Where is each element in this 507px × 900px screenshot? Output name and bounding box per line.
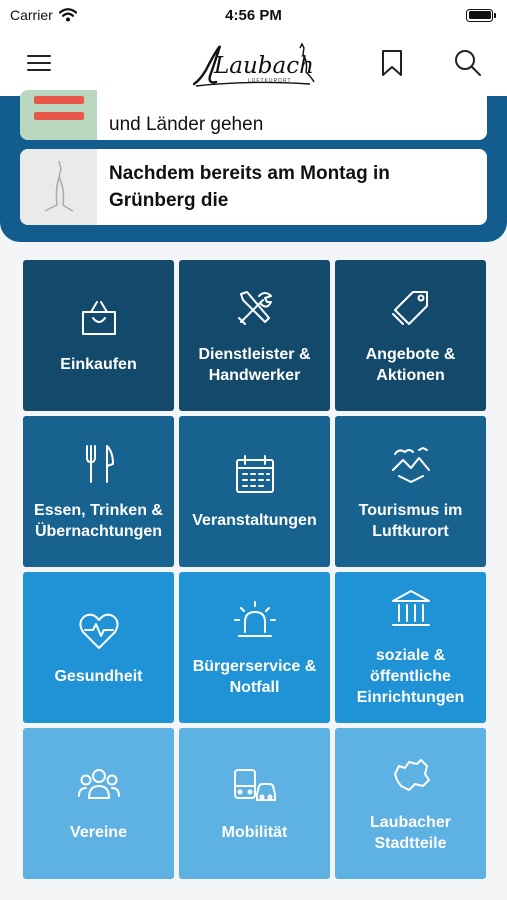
status-time: 4:56 PM (225, 6, 282, 24)
search-button[interactable] (443, 30, 493, 96)
tile-einkaufen[interactable] (23, 260, 174, 411)
tile-label: Vereine (70, 824, 127, 841)
bookmark-button[interactable] (367, 30, 417, 96)
search-icon (454, 49, 482, 77)
tile-essen[interactable] (23, 416, 174, 567)
heart-pulse-icon (77, 608, 121, 652)
tile-label: Essen, Trinken & Übernachtungen (34, 501, 163, 540)
laubach-logo[interactable] (190, 40, 318, 90)
news-thumbnail (20, 90, 97, 140)
app-header (0, 30, 507, 96)
tools-icon (233, 286, 277, 330)
status-bar (0, 0, 507, 30)
tile-vereine[interactable] (23, 728, 174, 879)
district-map-icon (389, 754, 433, 798)
tile-label: soziale & öffentliche Einrichtungen (356, 647, 465, 706)
wifi-icon (59, 8, 77, 22)
news-title: und Länder gehen (109, 114, 264, 135)
tile-mobilitaet[interactable] (179, 728, 330, 879)
tags-icon (389, 286, 433, 330)
tower-sketch-icon (39, 157, 79, 217)
bus-car-icon (233, 764, 277, 808)
battery-icon (466, 9, 493, 22)
tile-tourismus[interactable] (335, 416, 486, 567)
tile-label: Laubacher Stadtteile (370, 813, 451, 852)
tile-veranstaltungen[interactable] (179, 416, 330, 567)
news-item[interactable] (20, 149, 487, 225)
tile-label: Gesundheit (54, 668, 143, 685)
news-carousel (0, 96, 507, 242)
tile-stadtteile[interactable] (335, 728, 486, 879)
news-item[interactable] (20, 90, 487, 140)
tile-label: Tourismus im Luftkurort (358, 501, 463, 540)
calendar-icon (233, 452, 277, 496)
tile-label: Dienstleister & Handwerker (198, 345, 311, 384)
tile-angebote[interactable] (335, 260, 486, 411)
fork-knife-icon (77, 442, 121, 486)
carrier-label: Carrier (10, 7, 53, 23)
news-title: Nachdem bereits am Montag in Grünberg die (109, 163, 390, 211)
news-thumbnail (20, 149, 97, 225)
logo-subtext: LUFTKURORT (248, 78, 292, 84)
people-group-icon (77, 764, 121, 808)
bookmark-icon (381, 49, 403, 77)
public-building-icon (389, 587, 433, 631)
tile-buergerservice[interactable] (179, 572, 330, 723)
tile-label: Veranstaltungen (192, 512, 317, 529)
hamburger-menu-icon (27, 54, 51, 72)
tile-label: Mobilität (221, 824, 288, 841)
tile-label: Angebote & Aktionen (365, 345, 456, 384)
tile-label: Einkaufen (60, 356, 137, 373)
tile-gesundheit[interactable] (23, 572, 174, 723)
tile-label: Bürgerservice & Notfall (192, 657, 317, 696)
alarm-light-icon (233, 598, 277, 642)
category-grid (23, 260, 486, 879)
logo-text: Laubach (214, 53, 314, 79)
tile-dienstleister[interactable] (179, 260, 330, 411)
landscape-icon (389, 442, 433, 486)
shopping-bag-icon (77, 296, 121, 340)
tile-einrichtungen[interactable] (335, 572, 486, 723)
menu-button[interactable] (14, 30, 64, 96)
